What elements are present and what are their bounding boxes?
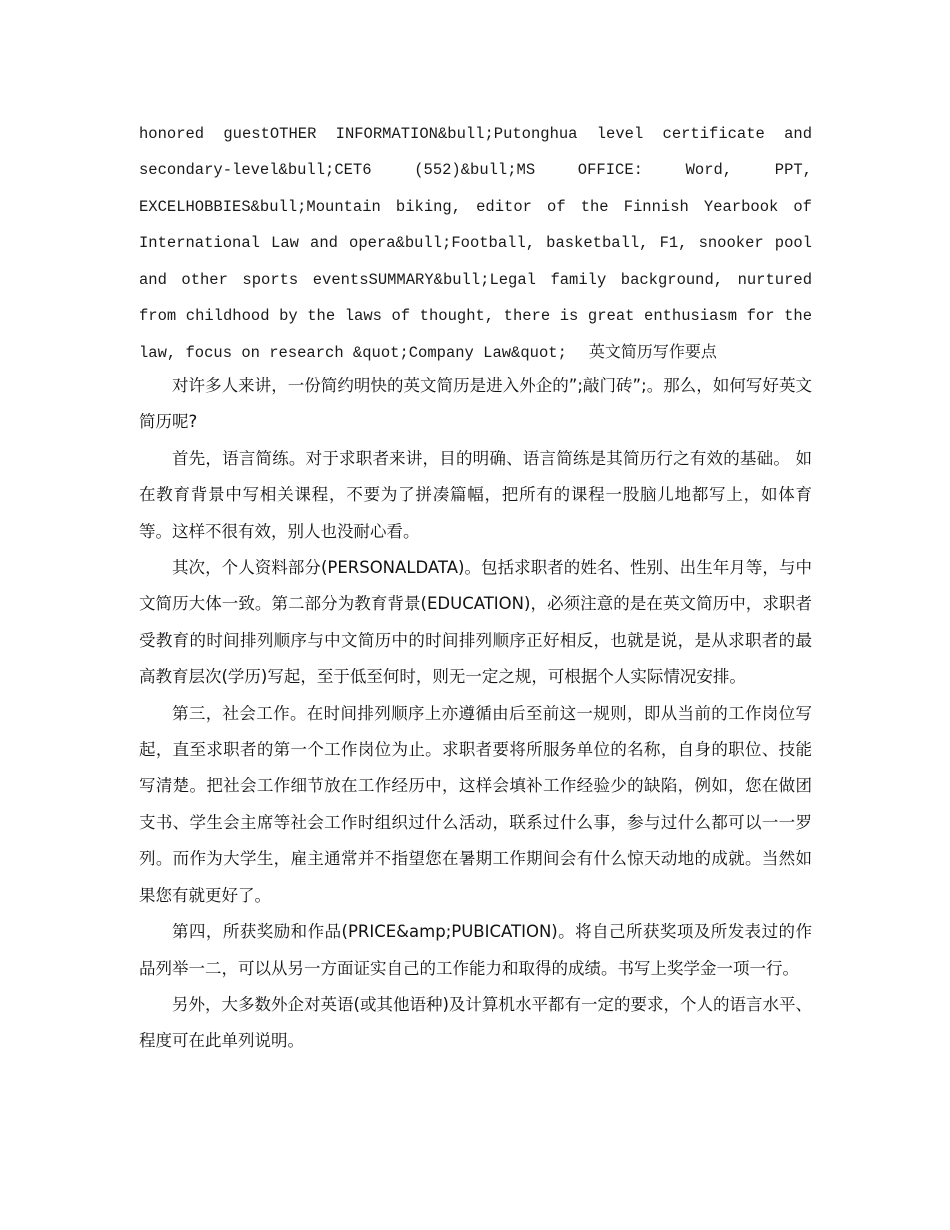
- english-line: EXCELHOBBIES&bull;Mountain biking, editor of the Finnish Yearbook of: [139, 197, 812, 216]
- paragraph-social-work: 第三，社会工作。在时间排列顺序上亦遵循由后至前这一规则，即从当前的工作岗位写起，直至求职者的第一个工作岗位为止。求职者要将所服务单位的名称，自身的职位、技能写清楚。把社会工作细节放在工作经历中，这样会填补工作经验少的缺陷，例如，您在做团支书、学生会主席等社会工作时组织过什么活动，联系过什么事，参与过什么都可以一一罗列。而作为大学生，雇主通常并不指望您在暑期工作期间会有什么惊天动地的成就。当然如果您有就更好了。: [139, 703, 812, 905]
- paragraph-awards: 第四，所获奖励和作品(PRICE&amp;PUBICATION)。将自己所获奖项及所发表过的作品列举一二，可以从另一方面证实自己的工作能力和取得的成绩。书写上奖学金一项一行。: [139, 922, 812, 978]
- english-line: secondary-level&bull;CET6 (552)&bull;MS OFFICE: Word, PPT,: [139, 161, 812, 180]
- section-heading: 英文简历写作要点: [588, 342, 717, 362]
- english-resume-excerpt: [139, 116, 812, 372]
- english-line: and other sports eventsSUMMARY&bull;Legal family background, nurtured: [139, 270, 812, 289]
- english-line: International Law and opera&bull;Football, basketball, F1, snooker pool: [139, 234, 812, 253]
- english-line-last: [139, 334, 812, 371]
- english-line: honored guestOTHER INFORMATION&bull;Putonghua level certificate and: [139, 125, 812, 143]
- paragraph-personal-data: 其次，个人资料部分(PERSONALDATA)。包括求职者的姓名、性别、出生年月等，与中文简历大体一致。第二部分为教育背景(EDUCATION)，必须注意的是在英文简历中，求职者受教育的时间排列顺序与中文简历中的时间排列顺序正好相反，也就是说，是从求职者的最高教育层次(学历)写起，至于低至何时，则无一定之规，可根据个人实际情况安排。: [139, 558, 812, 687]
- writing-tips-body: [139, 368, 812, 1060]
- paragraph-intro: 对许多人来讲，一份简约明快的英文简历是进入外企的”;敲门砖”;。那么，如何写好英文简历呢?: [139, 376, 812, 432]
- english-line: from childhood by the laws of thought, there is great enthusiasm for the: [139, 307, 812, 326]
- english-line-text: law, focus on research &quot;Company Law&quot;: [139, 344, 567, 363]
- paragraph-language: 首先，语言简练。对于求职者来讲，目的明确、语言简练是其简历行之有效的基础。 如在教育背景中写相关课程，不要为了拼凑篇幅，把所有的课程一股脑儿地都写上，如体育等。这样不很有效，别人也没耐心看。: [139, 448, 812, 541]
- paragraph-other: 另外，大多数外企对英语(或其他语种)及计算机水平都有一定的要求，个人的语言水平、程度可在此单列说明。: [139, 994, 812, 1051]
